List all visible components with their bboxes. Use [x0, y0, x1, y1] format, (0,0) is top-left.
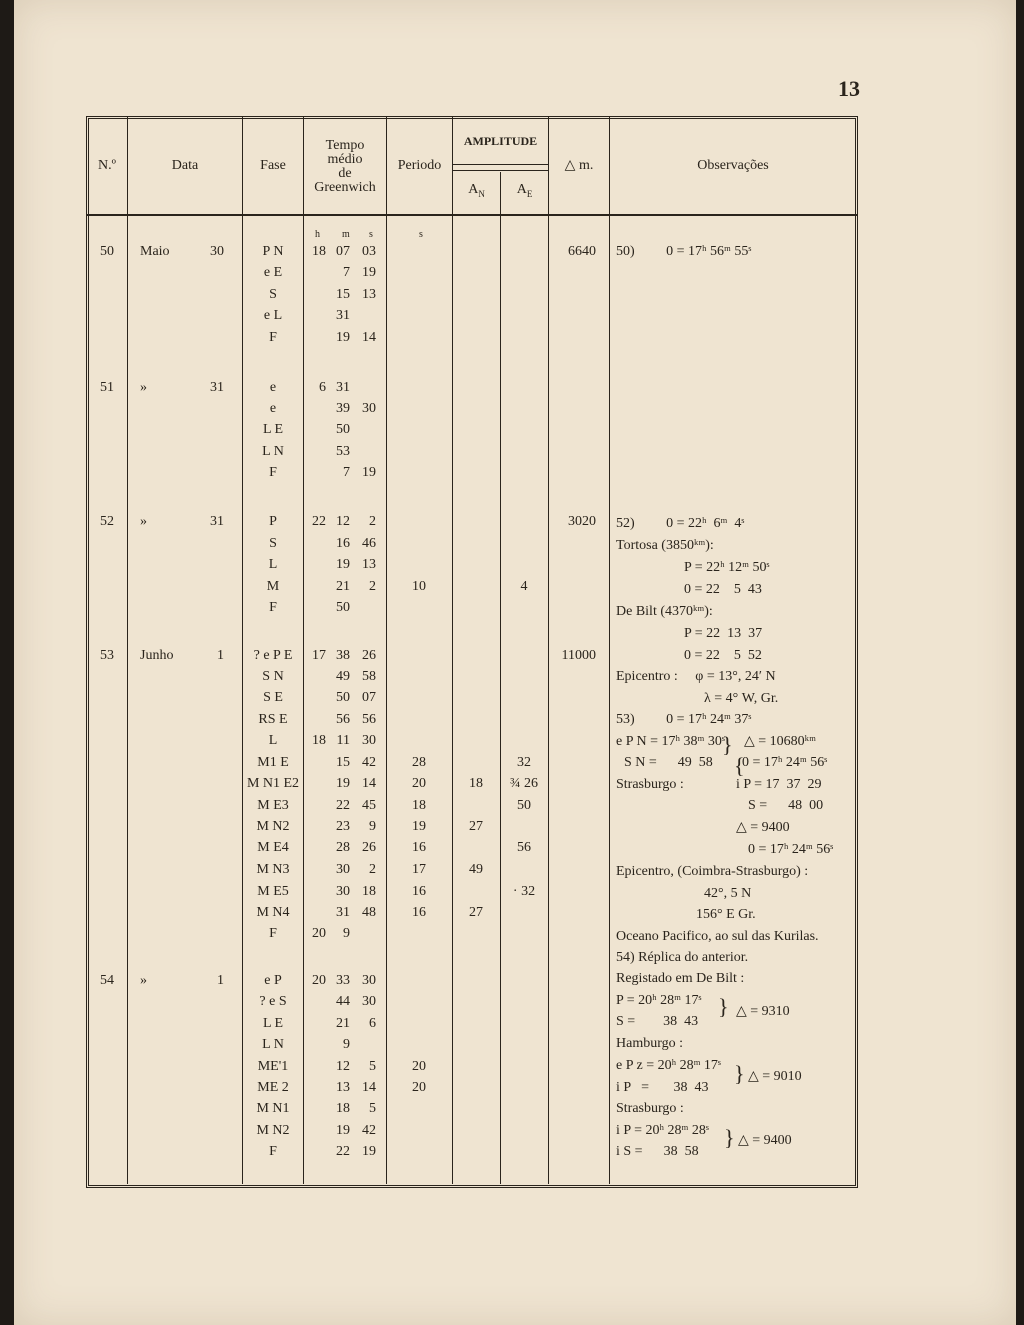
table-cell-fase: e L: [263, 308, 283, 323]
unit-periodo-seconds: s: [419, 229, 423, 240]
observation-line: 52) 0 = 22ʰ 6ᵐ 4ˢ: [616, 516, 745, 531]
table-cell-m: 11: [336, 733, 350, 748]
brace-mark: }: [734, 1061, 745, 1086]
table-cell-fase: L N: [262, 444, 284, 459]
table-cell-fase: P: [269, 514, 277, 529]
table-cell-s: 19: [362, 265, 376, 280]
table-cell-fase: RS E: [258, 712, 288, 727]
table-cell-per: 20: [412, 1080, 426, 1095]
table-cell-day: 1: [217, 973, 224, 988]
table-cell-m: 49: [336, 669, 350, 684]
table-cell-m: 30: [336, 884, 350, 899]
table-cell-s: 45: [362, 798, 376, 813]
table-cell-m: 22: [336, 798, 350, 813]
table-cell-m: 12: [336, 1059, 350, 1074]
table-cell-h: 18: [312, 244, 326, 259]
observation-line: 42°, 5 N: [704, 886, 752, 901]
observation-line: △ = 9010: [748, 1069, 802, 1084]
observation-line: △ = 9400: [738, 1133, 792, 1148]
table-cell-h: 6: [319, 380, 326, 395]
observation-line: Epicentro : φ = 13°, 24′ N: [616, 669, 776, 684]
table-cell-fase: L E: [262, 422, 284, 437]
header-an-letter: A: [468, 182, 479, 197]
unit-seconds: s: [369, 229, 373, 240]
table-cell-an: 49: [469, 862, 483, 877]
brace-mark: }: [722, 732, 733, 757]
table-cell-m: 9: [343, 1037, 350, 1052]
table-cell-fase: e P: [264, 973, 282, 988]
table-cell-m: 31: [336, 380, 350, 395]
table-cell-fase: F: [269, 1144, 277, 1159]
table-cell-m: 9: [343, 926, 350, 941]
header-observacoes: Observações: [697, 158, 769, 173]
table-cell-fase: e: [269, 401, 277, 416]
table-cell-fase: F: [269, 330, 277, 345]
table-cell-fase: F: [269, 926, 277, 941]
table-cell-fase: M N1: [256, 1101, 290, 1116]
col-rule-amp-mid: [500, 172, 501, 1184]
table-cell-an: 27: [469, 905, 483, 920]
amplitude-rule-1: [452, 164, 548, 165]
observation-line: e P N = 17ʰ 38ᵐ 30ˢ: [616, 734, 725, 749]
header-ae: [501, 183, 548, 201]
table-cell-m: 13: [336, 1080, 350, 1095]
table-cell-m: 15: [336, 755, 350, 770]
table-cell-s: 13: [362, 557, 376, 572]
table-cell-s: 14: [362, 330, 376, 345]
observation-line: i P = 17 37 29: [736, 777, 822, 792]
table-cell-m: 56: [336, 712, 350, 727]
header-ae-letter: A: [516, 182, 527, 197]
observation-line: P = 20ʰ 28ᵐ 17ˢ: [616, 993, 702, 1008]
table-cell-fase: e: [269, 380, 277, 395]
table-cell-s: 26: [362, 840, 376, 855]
table-cell-fase: M1 E: [257, 755, 289, 770]
table-cell-per: 20: [412, 1059, 426, 1074]
header-an-sub: N: [478, 188, 485, 199]
table-cell-s: 2: [369, 514, 376, 529]
table-cell-s: 58: [362, 669, 376, 684]
table-cell-m: 50: [336, 600, 350, 615]
table-cell-ae: 50: [517, 798, 531, 813]
table-cell-s: 19: [362, 465, 376, 480]
table-cell-fase: M: [266, 579, 280, 594]
observation-line: 0 = 17ʰ 24ᵐ 56ˢ: [748, 842, 834, 857]
table-cell-fase: M N2: [256, 819, 290, 834]
table-cell-day: 30: [210, 244, 224, 259]
table-cell-m: 19: [336, 330, 350, 345]
table-cell-m: 31: [336, 308, 350, 323]
table-cell-ae: 56: [517, 840, 531, 855]
table-cell-per: 20: [412, 776, 426, 791]
page-number: 13: [838, 76, 860, 101]
table-cell-day: 1: [217, 648, 224, 663]
table-cell-m: 21: [336, 579, 350, 594]
observation-line: Strasburgo :: [616, 1101, 684, 1116]
table-cell-m: 53: [336, 444, 350, 459]
table-cell-fase: S: [269, 287, 277, 302]
observation-line: Oceano Pacifico, ao sul das Kurilas.: [616, 929, 819, 944]
table-cell-ae: · 32: [512, 884, 536, 899]
table-cell-ae: 4: [520, 579, 528, 594]
table-cell-s: 14: [362, 1080, 376, 1095]
table-cell-month: Junho: [140, 648, 174, 663]
observation-line: Strasburgo :: [616, 777, 684, 792]
observation-line: P = 22 13 37: [684, 626, 763, 641]
table-cell-h: 22: [312, 514, 326, 529]
unit-hours: h: [315, 229, 320, 240]
header-tempo-3: de: [338, 166, 352, 181]
table-cell-day: 31: [210, 514, 224, 529]
table-cell-fase: ? e P E: [253, 648, 293, 663]
table-cell-s: 26: [362, 648, 376, 663]
table-cell-s: 42: [362, 755, 376, 770]
table-cell-m: 15: [336, 287, 350, 302]
observation-line: i S = 38 58: [616, 1144, 699, 1159]
table-cell-per: 16: [412, 905, 426, 920]
table-cell-no: 54: [100, 973, 114, 988]
table-cell-m: 30: [336, 862, 350, 877]
table-cell-m: 19: [336, 1123, 350, 1138]
header-amplitude: AMPLITUDE: [463, 134, 538, 148]
table-cell-s: 56: [362, 712, 376, 727]
observation-line: △ = 10680ᵏᵐ: [744, 734, 816, 749]
observation-line: P = 22ʰ 12ᵐ 50ˢ: [684, 560, 770, 575]
col-rule-2: [242, 116, 243, 1184]
table-cell-m: 18: [336, 1101, 350, 1116]
observation-line: S N = 49 58: [624, 755, 713, 770]
table-cell-h: 17: [312, 648, 326, 663]
table-cell-fase: M E5: [257, 884, 289, 899]
table-cell-per: 10: [412, 579, 426, 594]
table-cell-fase: L: [268, 557, 278, 572]
table-cell-m: 44: [336, 994, 350, 1009]
table-cell-delta: 3020: [568, 514, 596, 529]
table-cell-per: 28: [412, 755, 426, 770]
table-cell-delta: 6640: [568, 244, 596, 259]
table-cell-s: 2: [369, 579, 376, 594]
table-cell-h: 20: [312, 926, 326, 941]
table-cell-fase: M E3: [257, 798, 289, 813]
observation-line: S = 48 00: [748, 798, 824, 813]
table-cell-m: 28: [336, 840, 350, 855]
table-cell-m: 31: [336, 905, 350, 920]
table-cell-an: 18: [469, 776, 483, 791]
table-cell-s: 30: [362, 973, 376, 988]
table-cell-fase: M N2: [256, 1123, 290, 1138]
table-cell-fase: L N: [262, 1037, 284, 1052]
table-cell-per: 17: [412, 862, 426, 877]
table-cell-fase: L: [268, 733, 278, 748]
table-cell-s: 30: [362, 401, 376, 416]
col-rule-1: [127, 116, 128, 1184]
table-cell-h: 20: [312, 973, 326, 988]
table-cell-m: 50: [336, 690, 350, 705]
table-cell-s: 42: [362, 1123, 376, 1138]
observation-line: △ = 9400: [736, 820, 790, 835]
table-cell-m: 50: [336, 422, 350, 437]
table-cell-s: 6: [369, 1016, 376, 1031]
table-cell-m: 33: [336, 973, 350, 988]
table-cell-s: 5: [369, 1059, 376, 1074]
table-cell-fase: P N: [262, 244, 284, 259]
table-cell-fase: F: [269, 465, 277, 480]
table-cell-m: 12: [336, 514, 350, 529]
table-cell-s: 46: [362, 536, 376, 551]
table-cell-m: 38: [336, 648, 350, 663]
observation-line: 0 = 17ʰ 24ᵐ 56ˢ: [742, 755, 828, 770]
table-cell-month: »: [140, 973, 147, 988]
table-cell-s: 07: [362, 690, 376, 705]
col-rule-4: [386, 116, 387, 1184]
col-rule-5: [452, 116, 453, 1184]
table-cell-fase: e E: [263, 265, 283, 280]
table-cell-s: 5: [369, 1101, 376, 1116]
observation-line: De Bilt (4370ᵏᵐ):: [616, 604, 713, 619]
header-an: [453, 183, 500, 201]
table-cell-fase: ME'1: [257, 1059, 289, 1074]
observation-line: 0 = 22 5 52: [684, 648, 762, 663]
table-cell-an: 27: [469, 819, 483, 834]
table-cell-s: 18: [362, 884, 376, 899]
header-delta: △ m.: [564, 158, 594, 173]
observation-line: S = 38 43: [616, 1014, 699, 1029]
table-cell-m: 22: [336, 1144, 350, 1159]
table-cell-m: 21: [336, 1016, 350, 1031]
table-cell-ae: 32: [517, 755, 531, 770]
header-fase: Fase: [260, 158, 286, 173]
table-cell-s: 30: [362, 733, 376, 748]
table-cell-fase: L E: [262, 1016, 284, 1031]
header-periodo: Periodo: [397, 158, 442, 173]
header-no: N.º: [98, 158, 116, 173]
brace-mark: }: [724, 1125, 735, 1150]
table-cell-s: 2: [369, 862, 376, 877]
header-tempo-1: Tempo: [325, 138, 365, 153]
table-cell-fase: M N1 E2: [246, 776, 300, 791]
observation-line: 54) Réplica do anterior.: [616, 950, 749, 965]
table-cell-h: 18: [312, 733, 326, 748]
table-cell-per: 16: [412, 840, 426, 855]
table-cell-per: 19: [412, 819, 426, 834]
table-cell-s: 14: [362, 776, 376, 791]
observation-line: △ = 9310: [736, 1004, 790, 1019]
table-cell-s: 9: [369, 819, 376, 834]
table-cell-month: »: [140, 380, 147, 395]
table-cell-m: 7: [343, 265, 350, 280]
table-cell-m: 39: [336, 401, 350, 416]
amplitude-rule-2: [452, 170, 548, 171]
table-cell-s: 03: [362, 244, 376, 259]
table-cell-fase: S E: [263, 690, 283, 705]
table-cell-no: 53: [100, 648, 114, 663]
table-cell-month: Maio: [140, 244, 170, 259]
table-cell-fase: ? e S: [259, 994, 287, 1009]
observation-line: 50) 0 = 17ʰ 56ᵐ 55ˢ: [616, 244, 752, 259]
table-cell-fase: S N: [262, 669, 284, 684]
table-cell-per: 18: [412, 798, 426, 813]
header-tempo-2: médio: [327, 152, 363, 167]
table-cell-day: 31: [210, 380, 224, 395]
observation-line: Hamburgo :: [616, 1036, 684, 1051]
table-cell-fase: M N4: [256, 905, 290, 920]
table-cell-s: 13: [362, 287, 376, 302]
observation-line: Epicentro, (Coimbra-Strasburgo) :: [616, 864, 809, 879]
table-cell-no: 51: [100, 380, 114, 395]
table-cell-fase: M E4: [257, 840, 289, 855]
col-rule-3: [303, 116, 304, 1184]
table-cell-s: 19: [362, 1144, 376, 1159]
table-cell-m: 23: [336, 819, 350, 834]
unit-minutes: m: [342, 229, 350, 240]
table-cell-fase: F: [269, 600, 277, 615]
col-rule-6: [548, 116, 549, 1184]
header-data: Data: [171, 158, 199, 173]
table-cell-per: 16: [412, 884, 426, 899]
observation-line: λ = 4° W, Gr.: [704, 691, 779, 706]
table-cell-m: 19: [336, 776, 350, 791]
observation-line: 0 = 22 5 43: [684, 582, 762, 597]
table-cell-m: 7: [343, 465, 350, 480]
col-rule-7: [609, 116, 610, 1184]
header-bottom-rule: [86, 214, 858, 216]
header-ae-sub: E: [526, 188, 533, 199]
table-cell-fase: M N3: [256, 862, 290, 877]
table-cell-m: 07: [336, 244, 350, 259]
brace-mark: }: [718, 994, 729, 1019]
table-cell-fase: ME 2: [257, 1080, 289, 1095]
table-cell-no: 50: [100, 244, 114, 259]
brace-mark: {: [734, 753, 745, 778]
observation-line: Registado em De Bilt :: [616, 971, 745, 986]
observation-line: 156° E Gr.: [696, 907, 756, 922]
table-cell-s: 48: [362, 905, 376, 920]
table-cell-month: »: [140, 514, 147, 529]
header-tempo-4: Greenwich: [314, 180, 376, 195]
table-cell-ae: ¾ 26: [510, 776, 538, 791]
table-cell-m: 16: [336, 536, 350, 551]
table-cell-fase: S: [269, 536, 277, 551]
observation-line: Tortosa (3850ᵏᵐ):: [616, 538, 714, 553]
observation-line: i P = 20ʰ 28ᵐ 28ˢ: [616, 1123, 709, 1138]
table-cell-no: 52: [100, 514, 114, 529]
table-cell-delta: 11000: [561, 648, 596, 663]
table-cell-s: 30: [362, 994, 376, 1009]
observation-line: i P = 38 43: [616, 1080, 709, 1095]
observation-line: e P z = 20ʰ 28ᵐ 17ˢ: [616, 1058, 721, 1073]
observation-line: 53) 0 = 17ʰ 24ᵐ 37ˢ: [616, 712, 752, 727]
table-cell-m: 19: [336, 557, 350, 572]
